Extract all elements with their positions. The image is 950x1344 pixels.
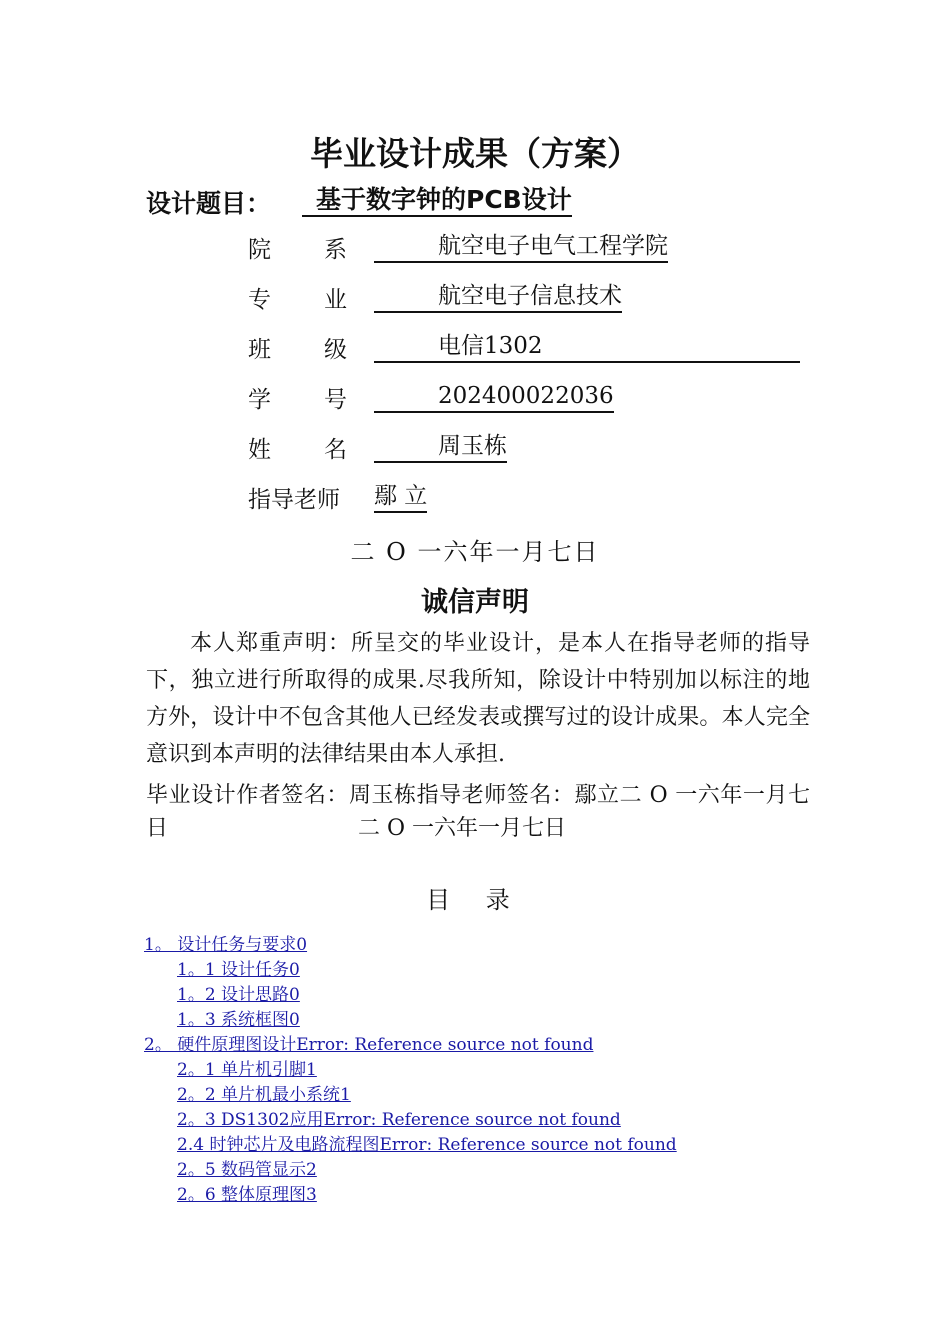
signature-date: 二 O 一六年一月七日 [358, 816, 567, 841]
info-label: 院 系 [248, 237, 347, 263]
document-title: 毕业设计成果（方案） [310, 134, 640, 173]
info-row-class [248, 331, 808, 371]
declaration-title: 诚信声明 [421, 587, 529, 618]
info-row-major [248, 281, 808, 321]
toc-link[interactable]: 1。 设计任务与要求0 [144, 935, 308, 955]
toc-link[interactable]: 1。2 设计思路0 [177, 985, 300, 1005]
advisor-label: 指导老师 [248, 487, 340, 513]
toc-link[interactable]: 2。6 整体原理图3 [177, 1185, 317, 1205]
toc-link[interactable]: 2.4 时钟芯片及电路流程图Error: Reference source not found [177, 1135, 677, 1155]
declaration-text: 本人郑重声明：所呈交的毕业设计，是本人在指导老师的指导下，独立进行所取得的成果.尽我所知，除设计中特别加以标注的地方外，设计中不包含其他人已经发表或撰写过的设计成果。本人完全意识到本声明的法律结果由本人承担. [146, 631, 810, 767]
signature-line: 毕业设计作者签名：周玉栋指导老师签名：鄢立二 O 一六年一月七日 [146, 783, 810, 841]
info-label: 姓 名 [248, 437, 347, 463]
topic-value: 基于数字钟的PCB设计 [302, 184, 572, 217]
toc-link[interactable]: 2。5 数码管显示2 [177, 1160, 317, 1180]
info-row-name [248, 431, 808, 471]
toc-link[interactable]: 2。 硬件原理图设计Error: Reference source not found [144, 1035, 594, 1055]
info-label: 学 号 [248, 387, 347, 413]
info-row-department [248, 231, 808, 271]
info-value-major: 航空电子信息技术 [374, 281, 622, 313]
info-row-student-id [248, 381, 808, 421]
topic-label: 设计题目： [146, 189, 272, 218]
toc-title: 目 录 [426, 886, 524, 914]
toc-link[interactable]: 2。3 DS1302应用Error: Reference source not found [177, 1110, 621, 1130]
declaration-body [146, 625, 810, 845]
toc-link[interactable]: 1。1 设计任务0 [177, 960, 300, 980]
cover-date: 二 O 一六年一月七日 [350, 538, 600, 566]
toc-link[interactable]: 2。1 单片机引脚1 [177, 1060, 317, 1080]
info-value-department: 航空电子电气工程学院 [374, 231, 668, 263]
table-of-contents [144, 933, 864, 1208]
toc-link[interactable]: 2。2 单片机最小系统1 [177, 1085, 351, 1105]
advisor-value: 鄢 立 [374, 481, 427, 513]
toc-link[interactable]: 1。3 系统框图0 [177, 1010, 300, 1030]
info-value-name: 周玉栋 [374, 431, 507, 463]
info-label: 专 业 [248, 287, 347, 313]
info-row-advisor [248, 481, 808, 521]
info-value-class: 电信1302 [374, 331, 800, 363]
info-value-student-id: 202400022036 [374, 381, 614, 413]
info-label: 班 级 [248, 337, 347, 363]
signature-block [146, 779, 810, 845]
